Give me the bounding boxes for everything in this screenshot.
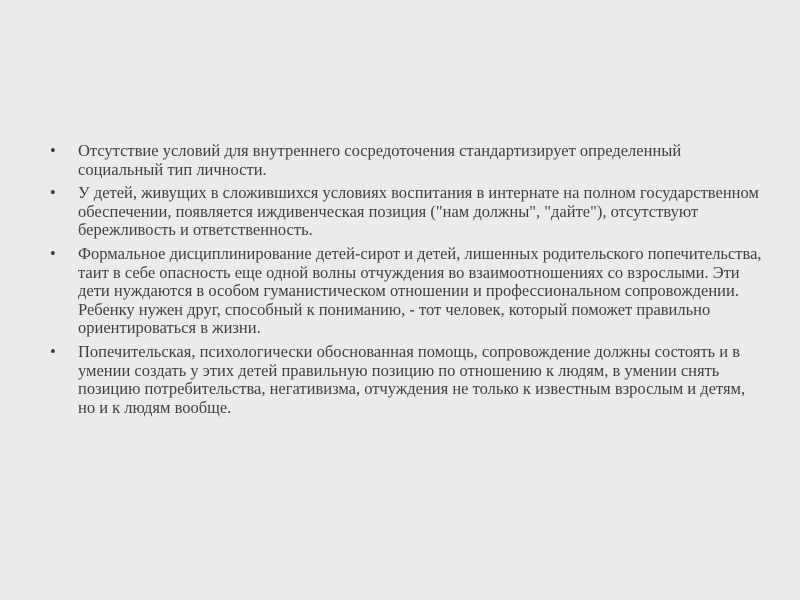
bullet-dot-icon: • <box>50 243 56 263</box>
bullet-text: Формальное дисциплинирование детей-сирот и детей, лишенных родительского попечительства, таит в себе опасность еще одной волны отчуждения во взаимоотношениях со взрослыми. Эти дети нуждаются в особом гуманистическом отношении и профессиональном сопровождении. Ребенку нужен друг, способный к пониманию, - тот человек, который поможет правильно ориентироваться в жизни. <box>78 243 762 338</box>
bullet-text: У детей, живущих в сложившихся условиях воспитания в интернате на полном государственном обеспечении, появляется иждивенческая позиция ("нам должны", "дайте"), отсутствуют бережливость и ответственность. <box>78 183 759 240</box>
bullet-dot-icon: • <box>50 341 56 361</box>
bullet-dot-icon: • <box>50 183 56 203</box>
bullet-item <box>48 343 764 417</box>
bullet-list <box>48 142 764 422</box>
bullet-item <box>48 245 764 338</box>
bullet-item <box>48 142 764 179</box>
bullet-text: Попечительская, психологически обоснованная помощь, сопровождение должны состоять и в умении создать у этих детей правильную позицию по отношению к людям, в умении снять позицию потребительства, негативизма, отчуждения не только к известным взрослым и детям, но и к людям вообще. <box>78 341 746 417</box>
bullet-text: Отсутствие условий для внутреннего сосредоточения стандартизирует определенный социальный тип личности. <box>78 141 682 179</box>
bullet-item <box>48 184 764 240</box>
bullet-dot-icon: • <box>50 141 56 160</box>
